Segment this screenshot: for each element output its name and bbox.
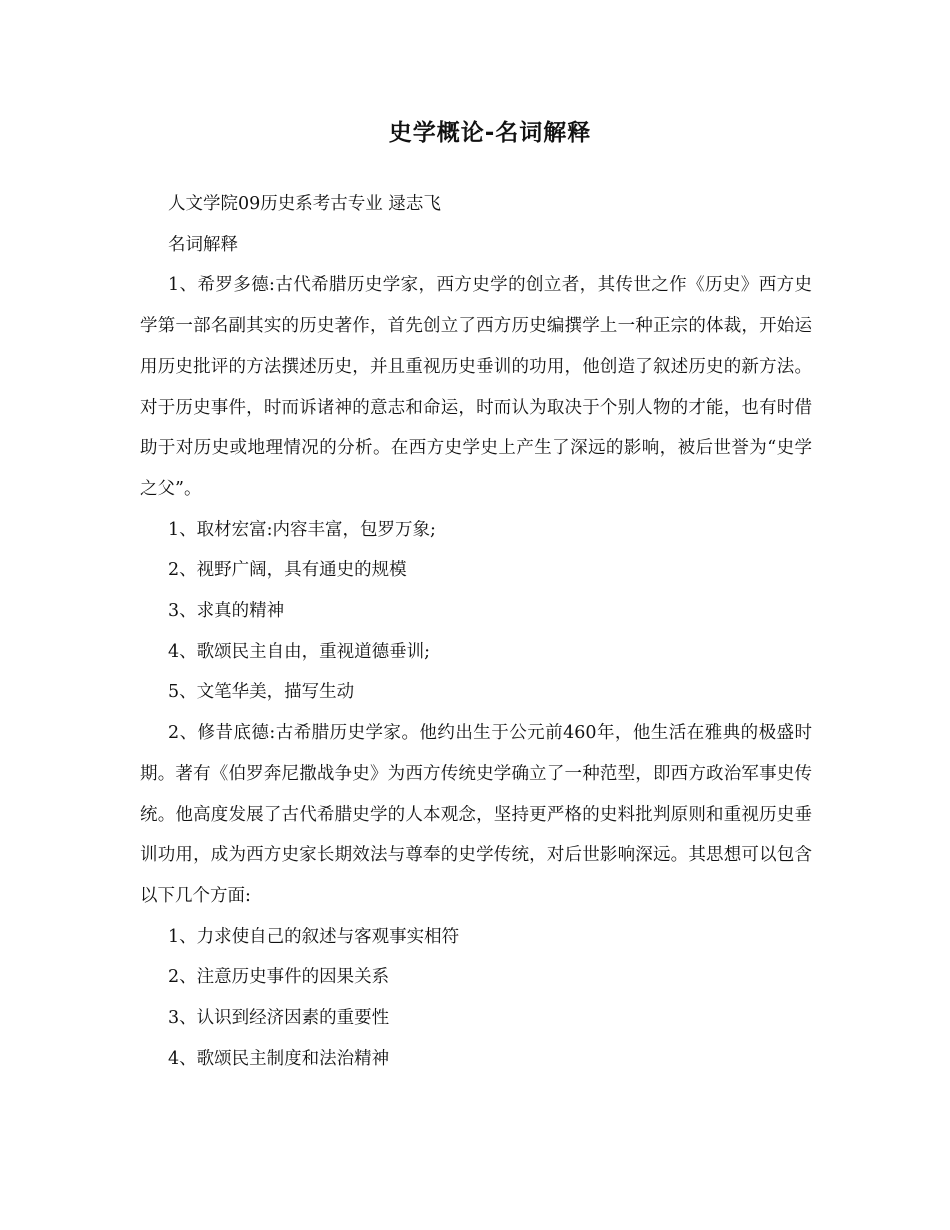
- list-item: 5、文笔华美，描写生动: [168, 682, 355, 703]
- list-item: 2、注意历史事件的因果关系: [168, 967, 390, 988]
- document-title: 史学概论-名词解释: [388, 120, 592, 146]
- author-line: 人文学院09历史系考古专业 逯志飞: [168, 194, 441, 214]
- list-item: 2、视野广阔，具有通史的规模: [168, 560, 407, 581]
- list-item: 1、力求使自己的叙述与客观事实相符: [168, 926, 460, 947]
- list-item: 3、求真的精神: [168, 601, 285, 622]
- document-body: [140, 184, 812, 1079]
- list-item: 4、歌颂民主自由，重视道德垂训;: [168, 641, 431, 662]
- list-item: 4、歌颂民主制度和法治精神: [168, 1048, 390, 1069]
- section-heading: 名词解释: [168, 234, 238, 255]
- entry-paragraph-herodotus: 1、希罗多德:古代希腊历史学家，西方史学的创立者，其传世之作《历史》西方史学第一部名副其实的历史著作，首先创立了西方历史编撰学上一种正宗的体裁，开始运用历史批评的方法撰述历史，并且重视历史垂训的功用，他创造了叙述历史的新方法。对于历史事件，时而诉诸神的意志和命运，时而认为取决于个别人物的才能，也有时借助于对历史或地理情况的分析。在西方史学史上产生了深远的影响，被后世誉为“史学之父”。: [140, 275, 812, 499]
- entry-paragraph-thucydides: 2、修昔底德:古希腊历史学家。他约出生于公元前460年，他生活在雅典的极盛时期。著有《伯罗奔尼撒战争史》为西方传统史学确立了一种范型，即西方政治军事史传统。他高度发展了古代希腊史学的人本观念，坚持更严格的史料批判原则和重视历史垂训功用，成为西方史家长期效法与尊奉的史学传统，对后世影响深远。其思想可以包含以下几个方面:: [140, 723, 812, 906]
- list-item: 1、取材宏富:内容丰富，包罗万象;: [168, 519, 436, 540]
- list-item: 3、认识到经济因素的重要性: [168, 1008, 390, 1029]
